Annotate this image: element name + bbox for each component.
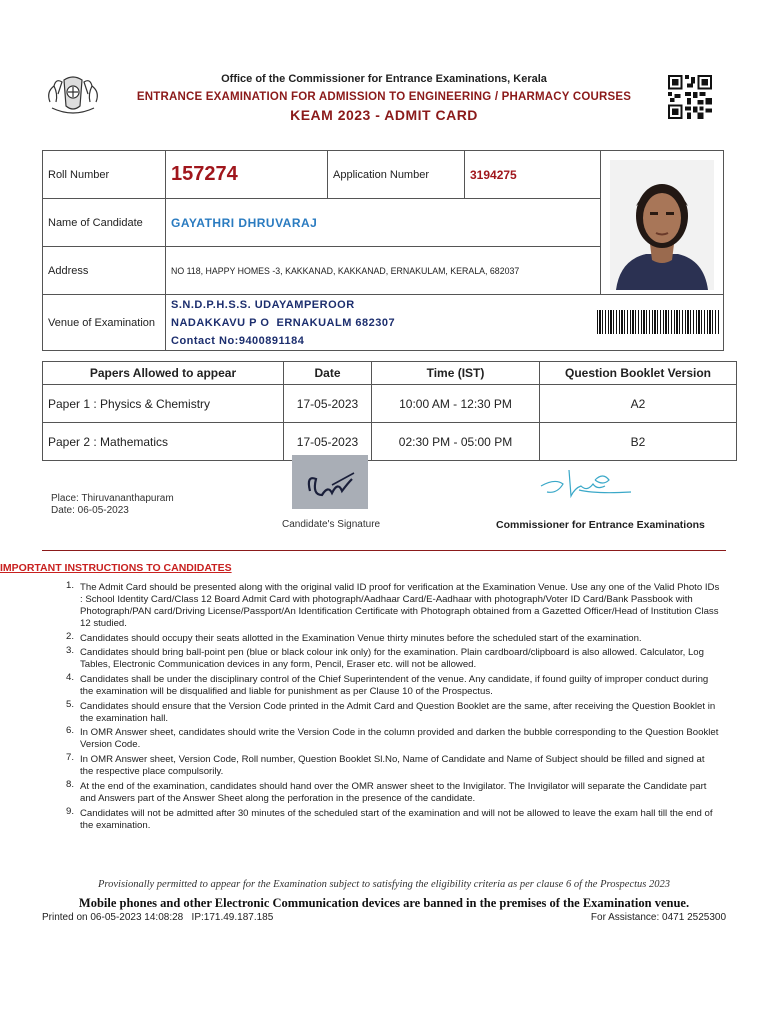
list-item (48, 778, 720, 805)
item-number: 3. (66, 645, 75, 657)
exam-title: ENTRANCE EXAMINATION FOR ADMISSION TO ENGINEERING / PHARMACY COURSES (136, 91, 632, 103)
list-item (48, 630, 720, 645)
name-label: Name of Candidate (43, 199, 166, 247)
item-number: 8. (66, 778, 75, 790)
paper-version: B2 (540, 423, 737, 461)
item-text: Candidates will not be admitted after 30 minutes of the scheduled start of the examination and will not be allowed to leave the exam hall till the end of the examination. (80, 807, 713, 831)
provisional-note: Provisionally permitted to appear for the Examination subject to satisfying the eligibility criteria as per clause 6 of the Prospectus 2023 (98, 879, 670, 890)
application-number-label: Application Number (328, 151, 465, 199)
list-item (48, 727, 720, 751)
paper-time: 10:00 AM - 12:30 PM (372, 385, 540, 423)
paper-name: Paper 1 : Physics & Chemistry (43, 385, 284, 423)
paper-version: A2 (540, 385, 737, 423)
time-header: Time (IST) (372, 362, 540, 385)
item-text: At the end of the examination, candidates should hand over the OMR answer sheet to the Invigilator. The Invigilator will separate the Candidate part and Answers part of the Answer Sheet along the perforation in the presence of the candidate. (80, 780, 707, 804)
paper-date: 17-05-2023 (284, 423, 372, 461)
venue-label: Venue of Examination (43, 295, 166, 351)
item-text: The Admit Card should be presented along with the original valid ID proof for verification at the Examination Venue. Use any one of the Valid Photo IDs : School Identity Card/Class 12 Board Admit Card with photograph/Aadhaar Card/E-Aadhaar with photograph/Voter ID Card/Bank Passbook with Photograph/PAN card/Driving License/Passport/An Identification Certificate with Photograph obtained from a Gazetted Officer/Head of Institution Class 12 studied. (80, 582, 720, 629)
papers-header: Papers Allowed to appear (43, 362, 284, 385)
table-row (43, 423, 737, 461)
item-number: 4. (66, 672, 75, 684)
roll-number-value: 157274 (171, 163, 238, 185)
candidate-signature-icon (292, 455, 368, 509)
venue-contact: Contact No:9400891184 (171, 334, 305, 347)
page-title: KEAM 2023 - ADMIT CARD (290, 107, 478, 123)
date-header: Date (284, 362, 372, 385)
item-text: In OMR Answer sheet, candidates should write the Version Code in the column provided and darken the bubble corresponding to the Question Booklet Version Code. (80, 727, 719, 751)
item-number: 5. (66, 698, 75, 710)
item-number: 9. (66, 805, 75, 817)
venue-name: S.N.D.P.H.S.S. UDAYAMPEROOR (171, 298, 355, 311)
item-text: Candidates shall be under the disciplinary control of the Chief Superintendent of the venue. Any candidate, if found guilty of improper conduct during the examination will be disqualified and liable for punishment as per Clause 10 of the Prospectus. (80, 674, 709, 698)
venue-cell (166, 295, 724, 351)
item-text: Candidates should occupy their seats allotted in the Examination Venue thirty minutes before the scheduled start of the examination. (80, 632, 642, 644)
address-label: Address (43, 247, 166, 295)
assistance-info: For Assistance: 0471 2525300 (590, 912, 726, 923)
papers-table (42, 361, 737, 461)
list-item (48, 698, 720, 725)
version-header: Question Booklet Version (540, 362, 737, 385)
paper-date: 17-05-2023 (284, 385, 372, 423)
instructions-list (48, 582, 720, 834)
divider (42, 550, 726, 551)
list-item (48, 754, 720, 778)
name-cell (166, 199, 601, 247)
list-item (48, 647, 720, 671)
date-text: Date: 06-05-2023 (51, 505, 129, 516)
item-number: 6. (66, 725, 75, 737)
barcode-icon (597, 310, 719, 334)
table-row (43, 385, 737, 423)
address-value: NO 118, HAPPY HOMES -3, KAKKANAD, KAKKANAD, ERNAKULAM, KERALA, 682037 (166, 247, 601, 295)
venue-address: NADAKKAVU P O ERNAKUALM 682307 (171, 316, 396, 329)
commissioner-label: Commissioner for Entrance Examinations (496, 519, 705, 531)
place-text: Place: Thiruvananthapuram (51, 493, 174, 504)
office-title: Office of the Commissioner for Entrance Examinations, Kerala (221, 73, 547, 85)
item-number: 1. (66, 580, 75, 591)
list-item (48, 674, 720, 698)
roll-number-label: Roll Number (43, 151, 166, 199)
place-date-block (51, 493, 174, 517)
item-text: In OMR Answer sheet, Version Code, Roll number, Question Booklet Sl.No, Name of Candidate and Name of Subject should be filled and signed at the respective place compulsorily. (80, 754, 705, 778)
paper-time: 02:30 PM - 05:00 PM (372, 423, 540, 461)
roll-number-cell (166, 151, 328, 199)
instructions-title (0, 562, 768, 574)
candidate-signature-label: Candidate's Signature (282, 519, 381, 530)
photo-cell (601, 151, 724, 295)
item-number: 7. (66, 752, 75, 764)
item-number: 2. (66, 630, 75, 642)
application-number-value: 3194275 (470, 167, 517, 182)
qr-code-icon (668, 75, 712, 119)
paper-name: Paper 2 : Mathematics (43, 423, 284, 461)
item-text: Candidates should bring ball-point pen (blue or black colour ink only) for the examination. Plain cardboard/clipboard is also allowed. Calculator, Log Tables, Electronic Communication devices in any form, Pencil, Eraser etc. will not be allowed. (80, 647, 704, 671)
instructions-title-text: IMPORTANT INSTRUCTIONS TO CANDIDATES (0, 562, 232, 574)
candidate-name-value: GAYATHRI DHRUVARAJ (171, 215, 318, 230)
commissioner-signature-icon (535, 466, 635, 502)
mobile-ban-note: Mobile phones and other Electronic Communication devices are banned in the premises of the Examination venue. (78, 896, 690, 910)
list-item (48, 805, 720, 832)
printed-info: Printed on 06-05-2023 14:08:28 IP:171.49.187.185 (42, 912, 274, 923)
item-text: Candidates should ensure that the Version Code printed in the Admit Card and Question Booklet are the same, after receiving the Question Booklet in the examination hall. (80, 700, 716, 724)
candidate-info-table (42, 150, 724, 351)
application-number-cell (465, 151, 601, 199)
candidate-photo-icon (610, 160, 714, 290)
list-item (48, 582, 720, 630)
